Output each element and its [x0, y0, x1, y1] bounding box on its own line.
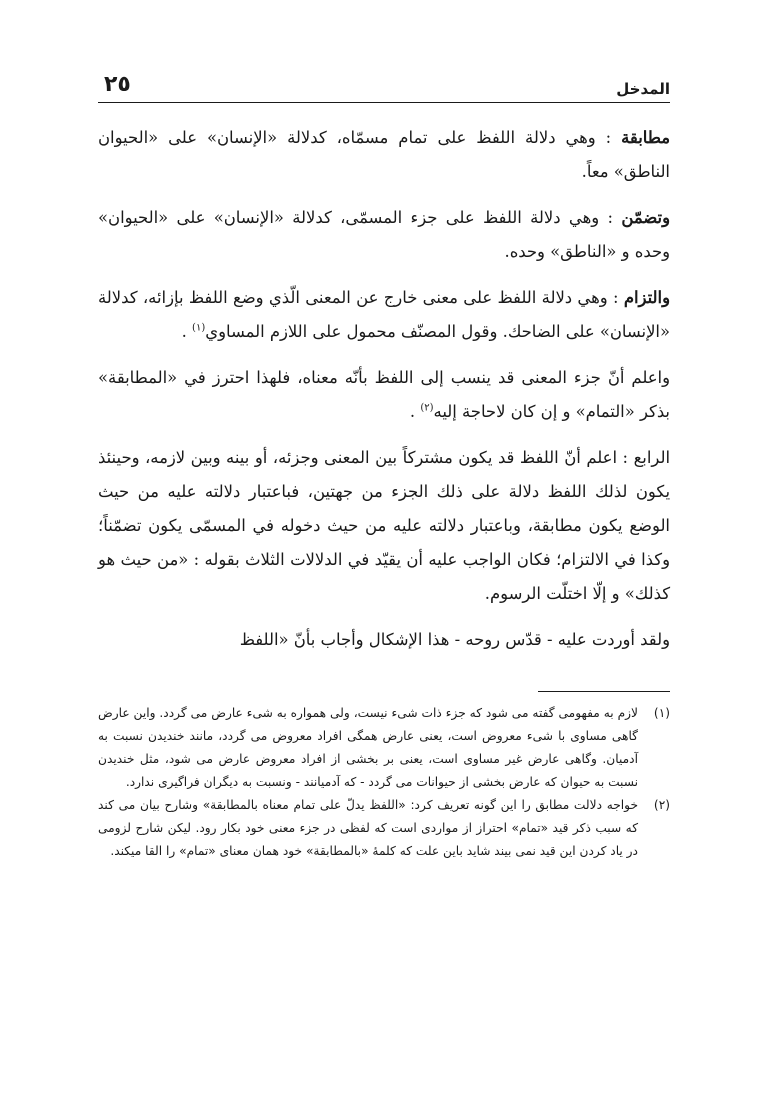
- paragraph-text: ولقد أوردت عليه - قدّس روحه - هذا الإشكال وأجاب بأنّ «اللفظ: [239, 630, 670, 649]
- paragraph-tail: .: [181, 322, 193, 341]
- paragraph-lead: وتضمّن: [621, 208, 670, 227]
- paragraph-answer: [98, 623, 670, 657]
- paragraph-al-rabi: [98, 441, 670, 611]
- paragraph-juz-al-mana: [98, 361, 670, 429]
- footnote-text: لازم به مفهومی گفته می شود که جزء ذات شیء نیست، ولی همواره به شیء عارض می گردد. واین عارض گاهی مساوی با شیء معروض است، یعنی عارض همگی افراد معروض می گردد، مانند خندیدن نسبت به آدمیان. وگاهی عارض غیر مساوی است، یعنی بر بخشی از افراد معروض عارض می شود، مثل خندیدن نسبت به حیوان که عارض بخشی از حیوانات می گردد - که آدمیانند - ونسبت به دیگران فراگیری ندارد.: [98, 706, 638, 789]
- paragraph-text: : وهي دلالة اللفظ على تمام مسمّاه، كدلالة «الإنسان» على «الحيوان الناطق» معاً.: [98, 128, 670, 181]
- book-page: [98, 70, 670, 863]
- paragraph-iltizam: [98, 281, 670, 349]
- paragraph-text: : وهي دلالة اللفظ على معنى خارج عن المعنى الّذي وضع اللفظ بإزائه، كدلالة «الإنسان» على الضاحك. وقول المصنّف محمول على اللازم المساوي: [98, 288, 670, 341]
- paragraph-tail: .: [409, 402, 421, 421]
- paragraph-lead: والتزام: [623, 288, 670, 307]
- footnote-divider: [538, 691, 670, 692]
- paragraph-text: واعلم أنّ جزء المعنى قد ينسب إلى اللفظ بأنّه معناه، فلهذا احترز في «المطابقة» بذكر «التمام» و إن كان لاحاجة إليه: [98, 368, 670, 421]
- footnote-2: [98, 794, 670, 863]
- footnote-marker[interactable]: (١): [192, 322, 206, 334]
- footnote-1: [98, 702, 670, 794]
- footnote-text: خواجه دلالت مطابق را این گونه تعریف کرد: «اللفظ یدلّ على تمام معناه بالمطابقة» وشارح بیان می کند که سبب ذکر قید «تمام» احتراز از مواردی است که لفظی در جزء معنی خود بکار رود. لیکن شارح لزومی در یاد کردن این قید نمی بیند شاید باین علت که کلمهٔ «بالمطابقة» خود همان معنای «تمام» را القا میکند.: [98, 798, 638, 858]
- paragraph-text: : وهي دلالة اللفظ على جزء المسمّى، كدلالة «الإنسان» على «الحيوان» وحده و «الناطق» وحده.: [98, 208, 670, 261]
- paragraph-tadammun: [98, 201, 670, 269]
- page-header: [98, 70, 670, 103]
- footnote-number: (٢): [653, 798, 670, 812]
- main-text: [98, 121, 670, 657]
- paragraph-text: الرابع : اعلم أنّ اللفظ قد يكون مشتركاً بين المعنى وجزئه، أو بينه وبين لازمه، وحينئذ يكون لذلك اللفظ دلالة على ذلك الجزء من جهتين، فباعتبار دلالته عليه من حيث الوضع يكون مطابقة، وباعتبار دلالته عليه من حيث دخوله في المسمّى يكون تضمّناً؛ وكذا في الالتزام؛ فكان الواجب عليه أن يقيّد في الدلالات الثلاث بقوله : «من حيث هو كذلك» و إلّا اختلّت الرسوم.: [98, 448, 670, 603]
- page-number: ٢٥: [104, 72, 131, 97]
- paragraph-mutabaqa: [98, 121, 670, 189]
- footnote-number: (١): [653, 706, 670, 720]
- paragraph-lead: مطابقة: [621, 128, 670, 147]
- footnote-marker[interactable]: (٢): [420, 402, 434, 414]
- footnotes: [98, 702, 670, 863]
- running-title: المدخل: [616, 80, 670, 98]
